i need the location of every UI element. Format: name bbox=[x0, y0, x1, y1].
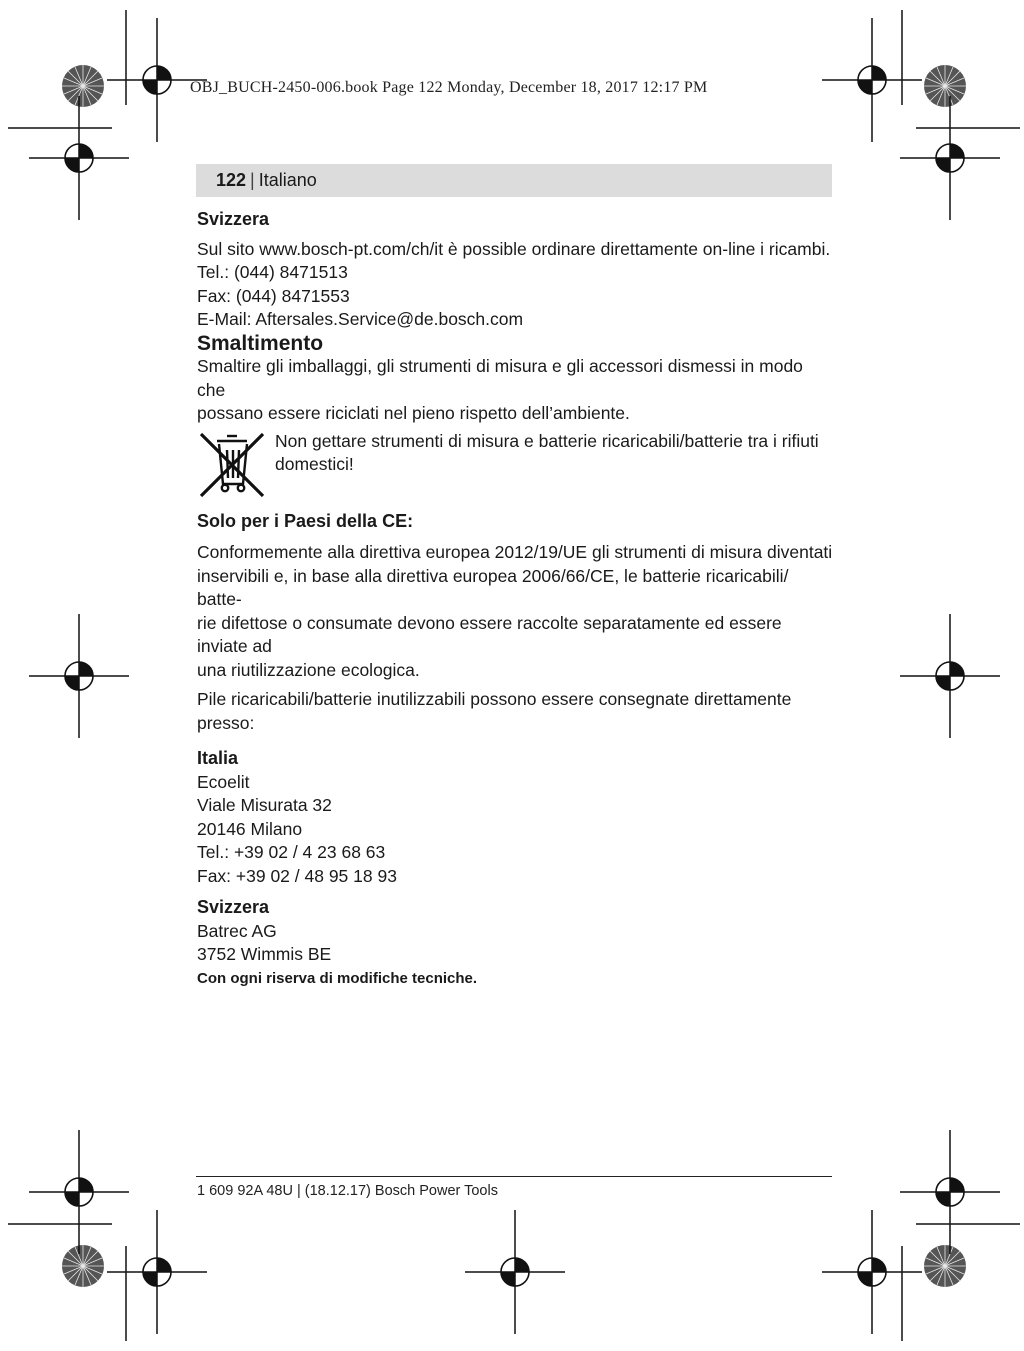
page-content bbox=[197, 208, 833, 990]
address-line: 20146 Milano bbox=[197, 818, 303, 839]
header-separator: | bbox=[250, 170, 255, 190]
crosshair-upper-left bbox=[29, 96, 129, 220]
eu-only-heading: Solo per i Paesi della CE: bbox=[197, 510, 414, 531]
header-language: Italiano bbox=[258, 170, 317, 190]
crosshair-upper-right bbox=[900, 96, 1000, 220]
crosshair-mid-left bbox=[29, 614, 129, 738]
color-registration-target-top-right bbox=[924, 65, 966, 107]
email-line: E-Mail: Aftersales.Service@de.bosch.com bbox=[197, 309, 524, 329]
crosshair-bottom-right bbox=[822, 1210, 922, 1334]
warning-line: Non gettare strumenti di misura e batterie ricaricabili/batterie tra i rifiuti bbox=[275, 430, 819, 451]
italy-address bbox=[197, 771, 833, 889]
battery-collection-note: Pile ricaricabili/batterie inutilizzabili possono essere consegnate direttamente presso: bbox=[197, 689, 792, 733]
crosshair-lower-left bbox=[29, 1130, 129, 1254]
fax-line: Fax: +39 02 / 48 95 18 93 bbox=[197, 865, 397, 886]
paragraph-line: inservibili e, in base alla direttiva europea 2006/66/CE, le batterie ricaricabili/ batte- bbox=[197, 565, 789, 609]
disposal-intro-line: Smaltire gli imballaggi, gli strumenti di misura e gli accessori dismessi in modo che bbox=[197, 356, 803, 400]
page-header-bar bbox=[196, 164, 832, 197]
spare-parts-website-line: Sul sito www.bosch-pt.com/ch/it è possible ordinare direttamente on-line i ricambi. bbox=[197, 238, 831, 259]
phone-line: Tel.: (044) 8471513 bbox=[197, 262, 348, 282]
color-registration-target-bottom-right bbox=[924, 1245, 966, 1287]
edition-date: (18.12.17) bbox=[304, 1183, 371, 1199]
address-line: Ecoelit bbox=[197, 771, 250, 792]
fax-line: Fax: (044) 8471553 bbox=[197, 285, 350, 306]
footer-separator: | bbox=[292, 1183, 305, 1199]
crosshair-lower-right bbox=[900, 1130, 1000, 1254]
disposal-intro-line: possano essere riciclati nel pieno rispetto dell’ambiente. bbox=[197, 403, 630, 423]
crosshair-top-right bbox=[822, 18, 922, 142]
technical-changes-reservation: Con ogni riserva di modifiche tecniche. bbox=[197, 969, 478, 987]
document-code: 1 609 92A 48U bbox=[197, 1183, 293, 1199]
italy-heading: Italia bbox=[197, 748, 239, 768]
paragraph-line: Conformemente alla direttiva europea 2012/19/UE gli strumenti di misura diventati bbox=[197, 542, 833, 562]
footer-rule bbox=[196, 1176, 832, 1177]
crosshair-bottom-center bbox=[465, 1210, 565, 1334]
eu-directive-paragraph bbox=[197, 541, 833, 682]
switzerland-disposal-address bbox=[197, 920, 833, 967]
color-registration-target-bottom-left bbox=[62, 1245, 104, 1287]
crosshair-bottom-left bbox=[107, 1210, 207, 1334]
paragraph-line: rie difettose o consumate devono essere raccolte separatamente ed essere inviate ad bbox=[197, 612, 782, 656]
page-footer bbox=[197, 1183, 498, 1199]
disposal-intro bbox=[197, 355, 833, 426]
switzerland-service-heading: Svizzera bbox=[197, 209, 270, 229]
crosshair-mid-right bbox=[900, 614, 1000, 738]
address-line: Batrec AG bbox=[197, 920, 277, 941]
page-number: 122 bbox=[216, 170, 247, 190]
footer-brand: Bosch Power Tools bbox=[370, 1183, 498, 1199]
phone-line: Tel.: +39 02 / 4 23 68 63 bbox=[197, 842, 386, 862]
printer-info-line: OBJ_BUCH-2450-006.book Page 122 Monday, December 18, 2017 12:17 PM bbox=[190, 79, 708, 96]
warning-line: domestici! bbox=[275, 454, 354, 474]
household-waste-warning-text bbox=[275, 430, 819, 477]
switzerland-disposal-heading: Svizzera bbox=[197, 897, 270, 917]
disposal-heading: Smaltimento bbox=[197, 331, 324, 355]
crossed-out-wheelie-bin-icon bbox=[197, 430, 267, 500]
household-waste-warning bbox=[197, 430, 833, 500]
paragraph-line: una riutilizzazione ecologica. bbox=[197, 659, 420, 680]
switzerland-service-contacts bbox=[197, 238, 833, 332]
address-line: 3752 Wimmis BE bbox=[197, 944, 332, 964]
color-registration-target-top-left bbox=[62, 65, 104, 107]
address-line: Viale Misurata 32 bbox=[197, 795, 332, 815]
